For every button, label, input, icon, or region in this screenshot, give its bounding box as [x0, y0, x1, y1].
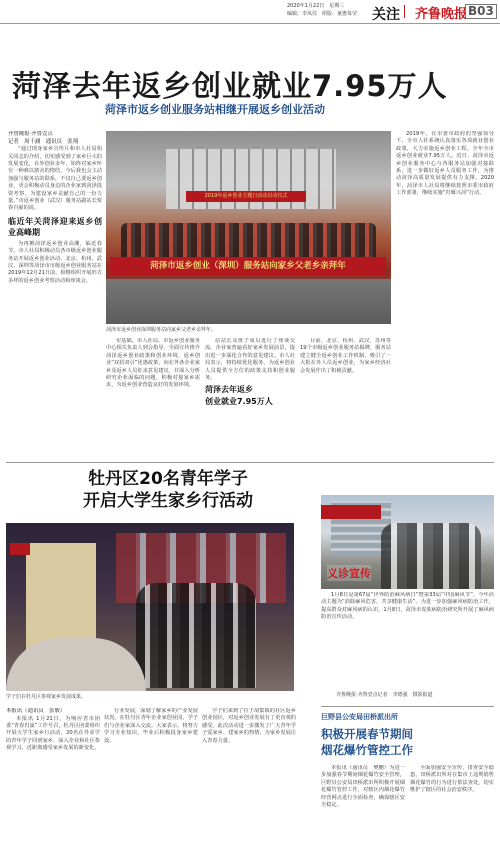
story2-column-1 — [6, 708, 100, 854]
photo-banner: 菏泽市返乡创业（深圳）服务站向家乡父老乡亲拜年 — [110, 257, 386, 275]
photo3-red-tent — [321, 505, 381, 519]
story2-column-2-text: 行业发展，深刻了解家乡的产业发展状况。在牡丹区青年企业家创业园，学子们与企业家深入交流。大家表示，将努力学习专业知识，毕业后积极投身家乡建设。 — [104, 708, 198, 744]
photo-top-banner: 2019年返乡创业主题日活动启动仪式 — [186, 191, 306, 202]
story2-headline-line-2: 开启大学生家乡行活动 — [83, 491, 253, 511]
photo2-display-panel — [26, 543, 96, 653]
lead-byline-1: 齐鲁晚报·齐鲁壹点 — [8, 131, 53, 137]
section-name: 关注 — [372, 7, 400, 23]
lead-photo — [106, 131, 391, 324]
story2-photo — [6, 523, 294, 691]
photo2-students — [136, 583, 256, 688]
lead-headline: 菏泽去年返乡创业就业7.95万人 — [12, 69, 448, 103]
story4-column-1 — [321, 765, 405, 854]
editors-line: 编辑：李凤仪 组版：童惠每莹 — [287, 11, 358, 17]
lead-paragraph-1: “通过现身家乡宣传片和市人社局相关同志的介绍，切实感受到了家乡巨大的发展变化，在外创业多年，始终对家乡怀有一种难以割舍的情结，今后我也会主动加强与服务站的联系，不仅自己要返乡创业，更会积极动员身边的企业家到菏泽投资考察，为建设家乡贡献自己的一份力量。”市返乡创业（武汉）服务站副站长贾春自豪的说。 — [8, 146, 102, 212]
story2-headline — [48, 468, 288, 512]
story2-column-2 — [104, 708, 198, 854]
story4-headline — [321, 726, 413, 758]
lead-column-5-text: 2019年，在市委市政府的坚强领导下，全市人社系统认真落实各项就业创业政策，大力实施返乡创业工程，全年全市返乡创业就业7.95万人。近日，菏泽市返乡创业服务中心与各服务站加强对接联系，进一步做好返乡人员服务工作，为推动菏泽高质量发展提供有力支撑。2020年，菏泽市人社局将继续按照市委市政府工作部署，继续实施“归雁兴菏”行动。 — [396, 131, 494, 197]
lead-column-2-text: 实基础。市人社局、市返乡创业服务中心相关负责人到会指导，全面宣传推介菏泽返乡创业政策和创业环境，返乡创业“双招双引”优惠政策，向在外各企业家乡及返乡人员征求意见建议，并深入分析研究企业面临的问题，积极对接家乡需求，为返乡创业营造良好的发展环境。 — [106, 338, 200, 389]
story3-divider — [321, 706, 494, 707]
story4-column-2 — [410, 765, 494, 854]
pull-quote-line-1: 菏泽去年返乡 — [205, 385, 253, 394]
lead-paragraph-2: 为再掀菏泽返乡创业高潮，临近春节，市人社局积极动员各市级返乡创业服务站开展返乡创业活动。北京、杭州、武汉、深圳等菏泽市市级返乡创业服务站在2019年12月21日前，相继组织开展形式多样的返乡创业考察活动和座谈会。 — [8, 240, 102, 284]
pull-quote-line-2: 创业就业7.95万人 — [205, 397, 273, 406]
page-header — [0, 0, 500, 24]
story3-byline: 齐鲁晚报·齐鲁壹点记者 李德强 摄影报道 — [336, 692, 433, 698]
photo3-people — [381, 523, 481, 589]
page-number: B03 — [465, 4, 497, 19]
lead-subhead: 临近年关菏泽迎来返乡创业高峰期 — [8, 216, 102, 237]
lead-column-3-text: 站站长及班子成员进行了座谈交流，企业家普遍看好家乡发展前景，提出进一步深化合作的意见建议。市人社局表示，将持续优化服务，为返乡创业人员提供全方位的政策支持和创业服务。 — [205, 338, 295, 382]
section-divider — [6, 462, 494, 463]
photo3-tag: 义诊宣传 — [327, 567, 371, 580]
lead-column-4-text: 目前，北京、杭州、武汉、苏州等19个市级返乡创业服务站揭牌，服务站建立健全返乡创业工作机制，吸引了一大批在外人员返乡创业，为家乡经济社会发展作出了积极贡献。 — [300, 338, 391, 374]
lead-column-2 — [106, 338, 200, 463]
photo2-red-label — [10, 543, 30, 555]
lead-photo-caption: 菏泽市返乡创业深圳服务站向家乡父老乡亲拜年。 — [106, 327, 217, 333]
lead-column-5 — [396, 131, 494, 463]
story2-photo-caption: 学子们在牡丹区参观家乡发展成果。 — [6, 694, 87, 700]
story2-byline: 本报讯（通讯员 张敏） — [6, 708, 66, 714]
story4-headline-line-2: 烟花爆竹管控工作 — [321, 743, 413, 757]
lead-column-1 — [8, 131, 102, 463]
story3-body — [321, 592, 494, 676]
story4-column-1-text: 本报讯（通讯员 樊鹏）为进一步加强春节期间烟花爆竹安全管理，巨野县公安局田桥派出所积极开展烟花爆竹管控工作，对辖区内烟花爆竹经营网点进行全面检查，确保辖区安全稳定。 — [321, 765, 405, 809]
story3-photo — [321, 495, 494, 589]
header-divider — [404, 5, 405, 18]
story4-headline-line-1: 积极开展春节期间 — [321, 727, 413, 741]
photo-ground — [106, 279, 391, 324]
story4-kicker: 巨野县公安局田桥派出所 — [321, 713, 398, 721]
lead-pull-quote — [205, 384, 273, 408]
lead-subheadline: 菏泽市返乡创业服务站相继开展返乡创业活动 — [105, 103, 325, 116]
lead-column-3 — [205, 338, 295, 382]
story2-column-3 — [202, 708, 296, 854]
story3-body-text: 1月8日是第67届“世界防治麻风病日”暨第33届“中国麻风节”，今年活动主题为“消除麻风危害，共享健康生活”。为进一步加强麻风病防治工作，提高群众对麻风病的认识，1月8日，菏泽市皮肤病防治研究所开展了麻风病防治宣传活动。 — [321, 592, 494, 621]
brand-logo: 齐鲁晚报 — [415, 7, 468, 22]
lead-column-4 — [300, 338, 391, 463]
story4-column-2-text: 全面加强安全宣传，排查安全隐患，田桥派出所对在集市上违规销售烟花爆竹的行为进行依法查处，切实维护了辖区的社会治安秩序。 — [410, 765, 494, 794]
story2-headline-line-1: 牡丹区20名青年学子 — [88, 469, 248, 489]
date-line: 2020年1月22日 星期三 — [287, 3, 345, 9]
story2-column-1-text: 本报讯 1月21日，为响应省市团委“青春归巢”工作号召，牡丹区团委组织开展大学生家乡行活动，20名在外求学的青年学子回到家乡，深入企业和社区参观学习，近距离感受家乡发展的新变化。 — [6, 715, 100, 752]
story2-column-3-text: 学子们来到了位于胡集镇的社区返乡创业园区，对返乡创业发展有了更直观的感受。此次活动进一步激发了广大青年学子爱家乡、建家乡的热情，为家乡发展注入青春力量。 — [202, 708, 296, 744]
lead-byline-2: 记者 周千涵 通讯员 张翔 — [8, 138, 79, 145]
